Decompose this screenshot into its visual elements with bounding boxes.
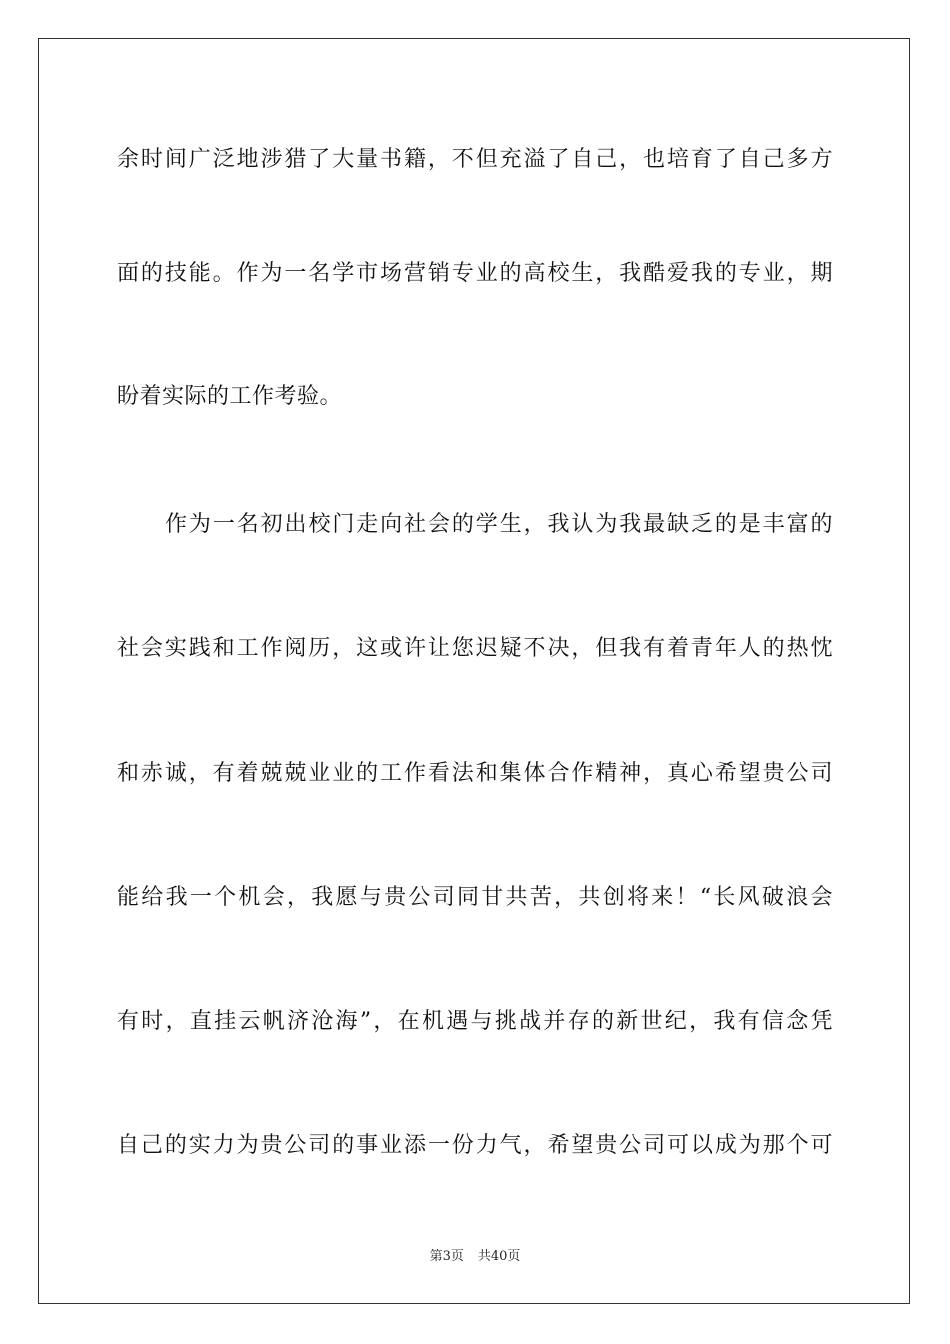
page-border bbox=[38, 38, 910, 1304]
body-text-line-9: 自己的实力为贵公司的事业添一份力气，希望贵公司可以成为那个可 bbox=[117, 1133, 833, 1158]
body-text-line-4: 作为一名初出校门走向社会的学生，我认为我最缺乏的是丰富的 bbox=[165, 512, 833, 537]
body-text-line-3: 盼着实际的工作考验。 bbox=[117, 384, 343, 409]
body-text-line-8: 有时，直挂云帆济沧海”，在机遇与挑战并存的新世纪，我有信念凭 bbox=[117, 1009, 833, 1034]
body-text-line-5: 社会实践和工作阅历，这或许让您迟疑不决，但我有着青年人的热忱 bbox=[117, 636, 833, 661]
body-text-line-6: 和赤诚，有着兢兢业业的工作看法和集体合作精神，真心希望贵公司 bbox=[117, 761, 833, 786]
body-text-line-1: 余时间广泛地涉猎了大量书籍，不但充溢了自己，也培育了自己多方 bbox=[117, 147, 833, 172]
body-text-line-7: 能给我一个机会，我愿与贵公司同甘共苦，共创将来！“长风破浪会 bbox=[117, 885, 833, 910]
page-number: 第3页 bbox=[429, 1249, 464, 1264]
page-footer bbox=[0, 1248, 950, 1266]
body-text-line-2: 面的技能。作为一名学市场营销专业的高校生，我酷爱我的专业，期 bbox=[117, 261, 833, 286]
total-pages: 共40页 bbox=[477, 1249, 521, 1264]
